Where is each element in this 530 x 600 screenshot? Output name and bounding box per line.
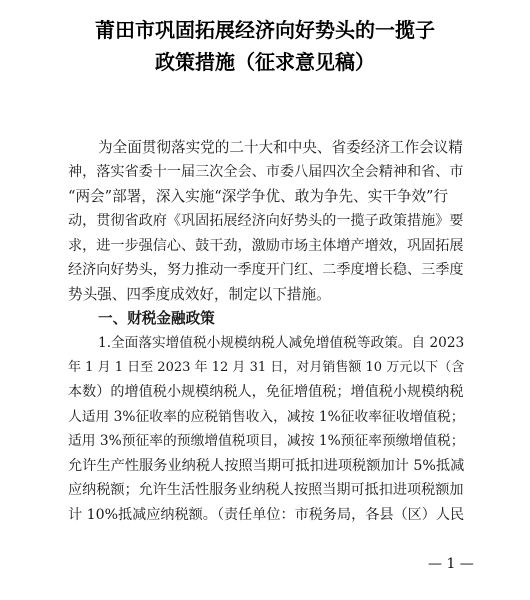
item-line: 年 1 月 1 日至 2023 年 12 月 31 日，对月销售额 10 万元以下（含 — [68, 360, 465, 375]
item-line: 允许生产性服务业纳税人按照当期可抵扣进项税额加计 5%抵减 — [68, 458, 465, 474]
preamble-line: “两会”部署，深入实施“深学争优、敢为争先、实干争效”行 — [68, 188, 449, 205]
section-heading: 一、财税金融政策 — [98, 310, 215, 327]
preamble-line: 经济向好势头，努力推动一季度开门红、二季度增长稳、三季度 — [68, 262, 464, 278]
preamble-line: 求，进一步强信心、鼓干劲，激励市场主体增产增效，巩固拓展 — [68, 238, 464, 254]
item-line: 本数）的增值税小规模纳税人，免征增值税；增值税小规模纳税 — [68, 384, 464, 400]
preamble-line: 为全面贯彻落实党的二十大和中央、省委经济工作会议精 — [98, 139, 463, 156]
page-number: — 1 — — [428, 556, 474, 572]
item-line: 计 10%抵减应纳税额。（责任单位：市税务局，各县（区）人民 — [68, 507, 465, 523]
item-line: 适用 3%预征率的预缴增值税项目，减按 1%预征率预缴增值税； — [68, 433, 465, 449]
item-line: 1.全面落实增值税小规模纳税人减免增值税等政策。自 2023 — [98, 335, 465, 351]
preamble-line: 神，落实省委十一届三次全会、市委八届四次全会精神和省、市 — [68, 164, 464, 180]
item-line: 人适用 3%征收率的应税销售收入，减按 1%征收率征收增值税； — [68, 409, 465, 425]
preamble-line: 动，贯彻省政府《巩固拓展经济向好势头的一揽子政策措施》要 — [68, 213, 464, 229]
document-title-line-1: 莆田市巩固拓展经济向好势头的一揽子 — [95, 18, 435, 42]
document-title-line-2: 政策措施（征求意见稿） — [155, 50, 375, 74]
preamble-line: 势头强、四季度成效好，制定以下措施。 — [68, 286, 331, 303]
item-line: 应纳税额；允许生活性服务业纳税人按照当期可抵扣进项税额加 — [68, 482, 464, 498]
